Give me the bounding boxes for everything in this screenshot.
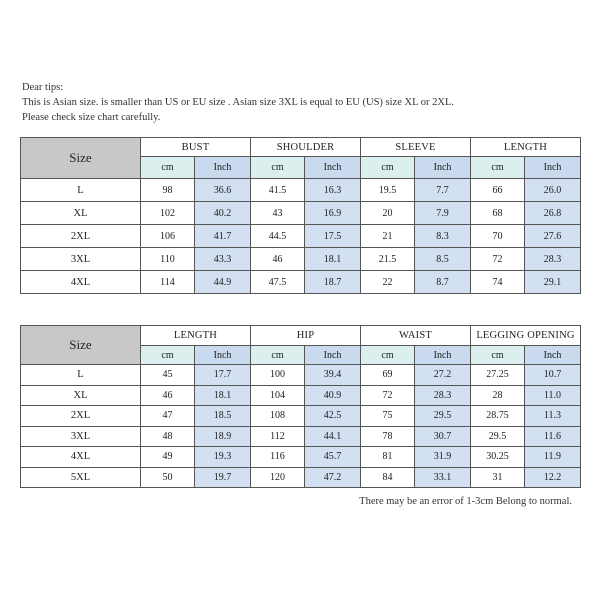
cm-value-cell: 28.75 [471, 406, 525, 427]
inch-value-cell: 11.3 [525, 406, 581, 427]
cm-value-cell: 48 [141, 426, 195, 447]
size-cell: 4XL [21, 447, 141, 468]
unit-header-cm: cm [361, 346, 415, 365]
unit-header-inch: Inch [305, 346, 361, 365]
inch-value-cell: 27.6 [525, 225, 581, 248]
cm-value-cell: 66 [471, 179, 525, 202]
inch-value-cell: 8.3 [415, 225, 471, 248]
size-row [21, 202, 581, 225]
inch-value-cell: 28.3 [415, 385, 471, 406]
unit-header-inch: Inch [525, 346, 581, 365]
size-cell: 2XL [21, 225, 141, 248]
inch-value-cell: 19.3 [195, 447, 251, 468]
cm-value-cell: 104 [251, 385, 305, 406]
cm-value-cell: 74 [471, 271, 525, 294]
cm-value-cell: 47 [141, 406, 195, 427]
cm-value-cell: 50 [141, 467, 195, 488]
cm-value-cell: 29.5 [471, 426, 525, 447]
cm-value-cell: 22 [361, 271, 415, 294]
inch-value-cell: 36.6 [195, 179, 251, 202]
cm-value-cell: 21 [361, 225, 415, 248]
cm-value-cell: 46 [141, 385, 195, 406]
inch-value-cell: 43.3 [195, 248, 251, 271]
inch-value-cell: 41.7 [195, 225, 251, 248]
inch-value-cell: 44.1 [305, 426, 361, 447]
cm-value-cell: 45 [141, 365, 195, 386]
inch-value-cell: 18.7 [305, 271, 361, 294]
size-cell: 3XL [21, 426, 141, 447]
cm-value-cell: 84 [361, 467, 415, 488]
cm-value-cell: 106 [141, 225, 195, 248]
tips-line-check-chart: Please check size chart carefully. [22, 112, 161, 123]
top-size-rows [21, 179, 581, 294]
cm-value-cell: 110 [141, 248, 195, 271]
size-row [21, 248, 581, 271]
inch-value-cell: 8.5 [415, 248, 471, 271]
inch-value-cell: 16.9 [305, 202, 361, 225]
cm-value-cell: 47.5 [251, 271, 305, 294]
cm-value-cell: 70 [471, 225, 525, 248]
tips-line-greeting: Dear tips: [22, 82, 64, 93]
group-header-length: LENGTH [141, 326, 251, 346]
inch-value-cell: 45.7 [305, 447, 361, 468]
bottom-size-chart [20, 325, 581, 488]
unit-header-inch: Inch [525, 157, 581, 179]
inch-value-cell: 27.2 [415, 365, 471, 386]
size-cell: 3XL [21, 248, 141, 271]
cm-value-cell: 100 [251, 365, 305, 386]
cm-value-cell: 43 [251, 202, 305, 225]
measurement-error-note: There may be an error of 1-3cm Belong to normal. [359, 496, 572, 507]
size-cell: XL [21, 202, 141, 225]
size-row [21, 406, 581, 427]
cm-value-cell: 81 [361, 447, 415, 468]
cm-value-cell: 68 [471, 202, 525, 225]
size-row [21, 271, 581, 294]
cm-value-cell: 112 [251, 426, 305, 447]
inch-value-cell: 40.9 [305, 385, 361, 406]
unit-header-cm: cm [251, 346, 305, 365]
cm-value-cell: 108 [251, 406, 305, 427]
inch-value-cell: 44.9 [195, 271, 251, 294]
size-cell: L [21, 365, 141, 386]
group-header-bust: BUST [141, 138, 251, 157]
size-cell: 2XL [21, 406, 141, 427]
cm-value-cell: 98 [141, 179, 195, 202]
inch-value-cell: 40.2 [195, 202, 251, 225]
inch-value-cell: 10.7 [525, 365, 581, 386]
inch-value-cell: 18.1 [305, 248, 361, 271]
cm-value-cell: 46 [251, 248, 305, 271]
size-header: Size [21, 138, 141, 179]
size-row [21, 225, 581, 248]
inch-value-cell: 29.5 [415, 406, 471, 427]
size-row [21, 179, 581, 202]
inch-value-cell: 28.3 [525, 248, 581, 271]
cm-value-cell: 19.5 [361, 179, 415, 202]
inch-value-cell: 26.8 [525, 202, 581, 225]
size-cell: 4XL [21, 271, 141, 294]
group-header-length: LENGTH [471, 138, 581, 157]
cm-value-cell: 20 [361, 202, 415, 225]
inch-value-cell: 18.9 [195, 426, 251, 447]
unit-header-inch: Inch [305, 157, 361, 179]
inch-value-cell: 7.7 [415, 179, 471, 202]
inch-value-cell: 11.0 [525, 385, 581, 406]
cm-value-cell: 102 [141, 202, 195, 225]
inch-value-cell: 8.7 [415, 271, 471, 294]
inch-value-cell: 47.2 [305, 467, 361, 488]
inch-value-cell: 31.9 [415, 447, 471, 468]
bottom-size-rows [21, 365, 581, 488]
size-tips [22, 80, 454, 125]
cm-value-cell: 41.5 [251, 179, 305, 202]
inch-value-cell: 11.9 [525, 447, 581, 468]
unit-header-cm: cm [471, 346, 525, 365]
size-row [21, 365, 581, 386]
size-row [21, 447, 581, 468]
cm-value-cell: 72 [471, 248, 525, 271]
inch-value-cell: 30.7 [415, 426, 471, 447]
group-header-sleeve: SLEEVE [361, 138, 471, 157]
inch-value-cell: 17.7 [195, 365, 251, 386]
cm-value-cell: 78 [361, 426, 415, 447]
cm-value-cell: 49 [141, 447, 195, 468]
inch-value-cell: 18.1 [195, 385, 251, 406]
cm-value-cell: 21.5 [361, 248, 415, 271]
cm-value-cell: 28 [471, 385, 525, 406]
size-cell: L [21, 179, 141, 202]
inch-value-cell: 26.0 [525, 179, 581, 202]
inch-value-cell: 39.4 [305, 365, 361, 386]
cm-value-cell: 31 [471, 467, 525, 488]
size-row [21, 385, 581, 406]
cm-value-cell: 69 [361, 365, 415, 386]
unit-header-inch: Inch [415, 157, 471, 179]
tips-line-asian-size: This is Asian size. is smaller than US or EU size . Asian size 3XL is equal to EU (US) size XL or 2XL. [22, 97, 454, 108]
group-header-shoulder: SHOULDER [251, 138, 361, 157]
size-row [21, 426, 581, 447]
cm-value-cell: 44.5 [251, 225, 305, 248]
cm-value-cell: 120 [251, 467, 305, 488]
inch-value-cell: 7.9 [415, 202, 471, 225]
cm-value-cell: 30.25 [471, 447, 525, 468]
unit-header-cm: cm [251, 157, 305, 179]
group-header-waist: WAIST [361, 326, 471, 346]
inch-value-cell: 17.5 [305, 225, 361, 248]
inch-value-cell: 18.5 [195, 406, 251, 427]
inch-value-cell: 19.7 [195, 467, 251, 488]
cm-value-cell: 75 [361, 406, 415, 427]
unit-header-cm: cm [361, 157, 415, 179]
cm-value-cell: 114 [141, 271, 195, 294]
inch-value-cell: 12.2 [525, 467, 581, 488]
cm-value-cell: 116 [251, 447, 305, 468]
inch-value-cell: 11.6 [525, 426, 581, 447]
size-header: Size [21, 326, 141, 365]
cm-value-cell: 72 [361, 385, 415, 406]
size-cell: XL [21, 385, 141, 406]
inch-value-cell: 29.1 [525, 271, 581, 294]
unit-header-inch: Inch [415, 346, 471, 365]
inch-value-cell: 16.3 [305, 179, 361, 202]
group-header-legging-opening: LEGGING OPENING [471, 326, 581, 346]
unit-header-cm: cm [141, 346, 195, 365]
group-header-hip: HIP [251, 326, 361, 346]
cm-value-cell: 27.25 [471, 365, 525, 386]
inch-value-cell: 33.1 [415, 467, 471, 488]
unit-header-cm: cm [141, 157, 195, 179]
inch-value-cell: 42.5 [305, 406, 361, 427]
unit-header-inch: Inch [195, 346, 251, 365]
unit-header-inch: Inch [195, 157, 251, 179]
unit-header-cm: cm [471, 157, 525, 179]
top-size-chart [20, 137, 581, 294]
size-cell: 5XL [21, 467, 141, 488]
size-row [21, 467, 581, 488]
